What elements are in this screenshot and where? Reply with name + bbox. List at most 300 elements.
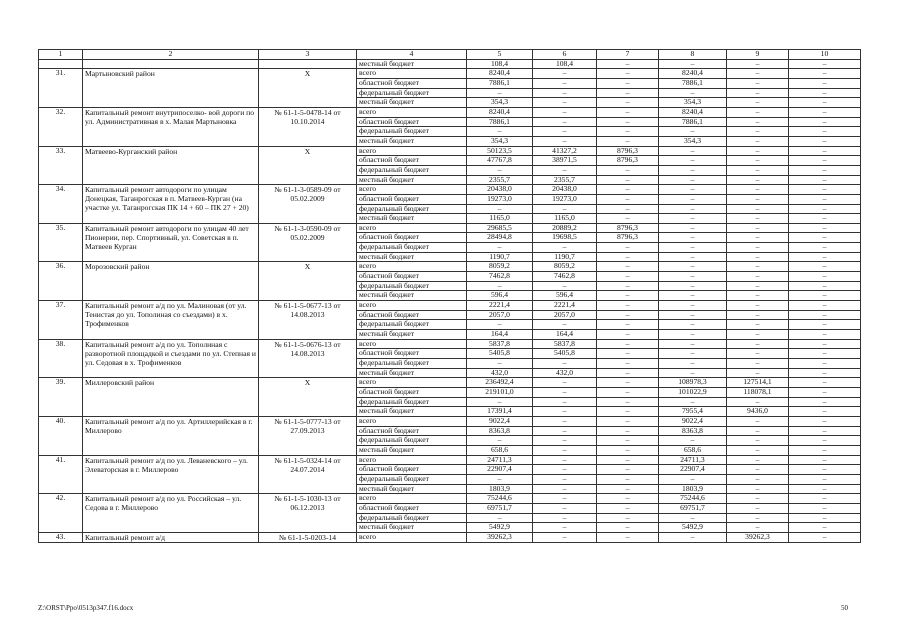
budget-type-cell: местный бюджет: [357, 136, 467, 146]
table-row: [39, 69, 861, 79]
value-cell: –: [597, 136, 659, 146]
column-header: 4: [357, 50, 467, 60]
budget-type-cell: федеральный бюджет: [357, 281, 467, 291]
value-cell: –: [597, 291, 659, 301]
row-number-cell: 43.: [39, 532, 83, 542]
value-cell: 7886,1: [467, 78, 533, 88]
value-cell: –: [789, 243, 861, 253]
budget-type-cell: местный бюджет: [357, 252, 467, 262]
value-cell: –: [727, 78, 789, 88]
value-cell: –: [789, 281, 861, 291]
value-cell: –: [727, 416, 789, 426]
value-cell: –: [727, 107, 789, 117]
value-cell: –: [597, 301, 659, 311]
budget-type-cell: областной бюджет: [357, 387, 467, 397]
value-cell: –: [789, 532, 861, 542]
table-row: [39, 339, 861, 349]
value-cell: –: [789, 88, 861, 98]
column-header: 5: [467, 50, 533, 60]
footer-file-path: Z:\ORST\Ppo\0513p347.f16.docx: [38, 604, 134, 612]
value-cell: –: [533, 503, 597, 513]
value-cell: –: [727, 484, 789, 494]
value-cell: –: [533, 117, 597, 127]
value-cell: –: [659, 59, 727, 69]
value-cell: –: [659, 165, 727, 175]
value-cell: –: [789, 359, 861, 369]
value-cell: –: [597, 252, 659, 262]
value-cell: 20438,0: [533, 185, 597, 195]
value-cell: 8059,2: [467, 262, 533, 272]
value-cell: –: [789, 165, 861, 175]
value-cell: 7955,4: [659, 407, 727, 417]
value-cell: –: [659, 436, 727, 446]
object-name-cell: Капитальный ремонт а/д по ул. Малиновая (от ул. Тенистая до ул. Тополиная со съездами) в х. Трофименков: [83, 301, 259, 340]
document-cell: № 61-1-5-0203-14: [259, 532, 357, 542]
table-row: [39, 223, 861, 233]
budget-type-cell: местный бюджет: [357, 368, 467, 378]
value-cell: –: [533, 69, 597, 79]
budget-type-cell: областной бюджет: [357, 194, 467, 204]
document-cell: X: [259, 262, 357, 301]
value-cell: –: [467, 320, 533, 330]
value-cell: –: [659, 359, 727, 369]
budget-type-cell: областной бюджет: [357, 465, 467, 475]
value-cell: –: [597, 523, 659, 533]
value-cell: –: [789, 436, 861, 446]
object-name-cell: Миллеровский район: [83, 378, 259, 417]
value-cell: 9022,4: [659, 416, 727, 426]
value-cell: –: [597, 368, 659, 378]
table-row: [39, 301, 861, 311]
object-name-cell: [83, 59, 259, 69]
value-cell: –: [727, 272, 789, 282]
budget-type-cell: федеральный бюджет: [357, 204, 467, 214]
row-number-cell: 37.: [39, 301, 83, 340]
object-name-cell: Капитальный ремонт автодороги по улицам 40 лет Пионерии, пер. Спортивный, ул. Советская в п. Матвеев Курган: [83, 223, 259, 262]
row-number-cell: 36.: [39, 262, 83, 301]
value-cell: –: [727, 117, 789, 127]
table-row: [39, 59, 861, 69]
value-cell: –: [789, 107, 861, 117]
value-cell: –: [597, 204, 659, 214]
value-cell: 75244,6: [659, 494, 727, 504]
budget-type-cell: федеральный бюджет: [357, 397, 467, 407]
value-cell: 1190,7: [467, 252, 533, 262]
value-cell: –: [467, 359, 533, 369]
value-cell: –: [533, 378, 597, 388]
value-cell: –: [467, 281, 533, 291]
value-cell: –: [597, 387, 659, 397]
value-cell: 101022,9: [659, 387, 727, 397]
value-cell: 20889,2: [533, 223, 597, 233]
value-cell: 9436,0: [727, 407, 789, 417]
value-cell: –: [659, 252, 727, 262]
document-cell: № 61-1-3-0590-09 от 05.02.2009: [259, 223, 357, 262]
column-header: 3: [259, 50, 357, 60]
table-row: [39, 262, 861, 272]
value-cell: –: [727, 146, 789, 156]
value-cell: 5837,8: [467, 339, 533, 349]
value-cell: –: [727, 436, 789, 446]
object-name-cell: Морозовский район: [83, 262, 259, 301]
budget-type-cell: федеральный бюджет: [357, 359, 467, 369]
value-cell: 8363,8: [467, 426, 533, 436]
value-cell: –: [789, 494, 861, 504]
value-cell: –: [597, 320, 659, 330]
value-cell: –: [597, 416, 659, 426]
row-number-cell: 34.: [39, 185, 83, 224]
value-cell: 432,0: [467, 368, 533, 378]
column-header: 8: [659, 50, 727, 60]
value-cell: 24711,3: [467, 455, 533, 465]
value-cell: 29685,5: [467, 223, 533, 233]
value-cell: –: [533, 88, 597, 98]
value-cell: –: [727, 262, 789, 272]
value-cell: –: [727, 426, 789, 436]
object-name-cell: Капитальный ремонт а/д по ул. Российская – ул. Седова в г. Миллерово: [83, 494, 259, 533]
value-cell: 236492,4: [467, 378, 533, 388]
value-cell: 1165,0: [467, 214, 533, 224]
value-cell: –: [533, 387, 597, 397]
value-cell: –: [467, 397, 533, 407]
value-cell: –: [727, 175, 789, 185]
value-cell: –: [659, 474, 727, 484]
budget-table: [38, 49, 861, 543]
value-cell: –: [659, 243, 727, 253]
value-cell: –: [727, 445, 789, 455]
object-name-cell: Матвеево-Курганский район: [83, 146, 259, 185]
value-cell: –: [659, 194, 727, 204]
row-number-cell: 40.: [39, 416, 83, 455]
row-number-cell: 38.: [39, 339, 83, 378]
value-cell: –: [597, 310, 659, 320]
value-cell: –: [789, 136, 861, 146]
object-name-cell: Мартыновский район: [83, 69, 259, 108]
value-cell: –: [533, 532, 597, 542]
value-cell: –: [659, 175, 727, 185]
budget-type-cell: местный бюджет: [357, 175, 467, 185]
value-cell: –: [727, 243, 789, 253]
value-cell: 8240,4: [467, 107, 533, 117]
budget-type-cell: областной бюджет: [357, 78, 467, 88]
document-cell: № 61-1-5-0478-14 от 10.10.2014: [259, 107, 357, 146]
value-cell: –: [659, 368, 727, 378]
value-cell: –: [727, 339, 789, 349]
value-cell: 8796,3: [597, 233, 659, 243]
value-cell: –: [533, 204, 597, 214]
value-cell: –: [533, 98, 597, 108]
budget-type-cell: местный бюджет: [357, 291, 467, 301]
value-cell: –: [727, 194, 789, 204]
value-cell: 7462,8: [467, 272, 533, 282]
value-cell: 19273,0: [533, 194, 597, 204]
value-cell: –: [533, 107, 597, 117]
value-cell: –: [597, 59, 659, 69]
value-cell: –: [659, 349, 727, 359]
value-cell: –: [789, 98, 861, 108]
value-cell: –: [467, 474, 533, 484]
value-cell: –: [659, 330, 727, 340]
document-cell: X: [259, 69, 357, 108]
value-cell: 38971,5: [533, 156, 597, 166]
value-cell: –: [597, 69, 659, 79]
value-cell: –: [533, 281, 597, 291]
value-cell: –: [727, 397, 789, 407]
value-cell: 8796,3: [597, 223, 659, 233]
value-cell: –: [659, 223, 727, 233]
object-name-cell: Капитальный ремонт а/д по ул. Артиллерийская в г. Миллерово: [83, 416, 259, 455]
budget-type-cell: федеральный бюджет: [357, 474, 467, 484]
budget-type-cell: всего: [357, 494, 467, 504]
value-cell: 118078,1: [727, 387, 789, 397]
value-cell: –: [727, 465, 789, 475]
value-cell: –: [659, 88, 727, 98]
value-cell: –: [789, 455, 861, 465]
row-number-cell: 39.: [39, 378, 83, 417]
budget-type-cell: всего: [357, 532, 467, 542]
table-row: [39, 185, 861, 195]
value-cell: –: [727, 503, 789, 513]
value-cell: 2355,7: [533, 175, 597, 185]
value-cell: –: [533, 445, 597, 455]
value-cell: 8240,4: [659, 107, 727, 117]
value-cell: 7462,8: [533, 272, 597, 282]
value-cell: 354,3: [467, 98, 533, 108]
budget-type-cell: местный бюджет: [357, 445, 467, 455]
value-cell: –: [659, 320, 727, 330]
value-cell: –: [727, 474, 789, 484]
budget-type-cell: всего: [357, 107, 467, 117]
column-header: 6: [533, 50, 597, 60]
value-cell: –: [597, 98, 659, 108]
value-cell: –: [533, 484, 597, 494]
value-cell: –: [789, 310, 861, 320]
value-cell: –: [727, 359, 789, 369]
value-cell: –: [597, 107, 659, 117]
value-cell: –: [789, 233, 861, 243]
table-row: [39, 494, 861, 504]
budget-type-cell: всего: [357, 301, 467, 311]
value-cell: 164,4: [467, 330, 533, 340]
budget-type-cell: местный бюджет: [357, 59, 467, 69]
value-cell: 8363,8: [659, 426, 727, 436]
row-number-cell: 42.: [39, 494, 83, 533]
value-cell: –: [727, 494, 789, 504]
value-cell: –: [727, 98, 789, 108]
value-cell: 28494,8: [467, 233, 533, 243]
value-cell: 8240,4: [659, 69, 727, 79]
value-cell: –: [789, 407, 861, 417]
value-cell: –: [467, 127, 533, 137]
value-cell: –: [597, 243, 659, 253]
value-cell: –: [789, 204, 861, 214]
value-cell: –: [727, 59, 789, 69]
value-cell: 354,3: [659, 136, 727, 146]
budget-type-cell: всего: [357, 185, 467, 195]
budget-type-cell: федеральный бюджет: [357, 127, 467, 137]
value-cell: –: [789, 301, 861, 311]
value-cell: –: [789, 156, 861, 166]
value-cell: –: [789, 339, 861, 349]
value-cell: –: [659, 127, 727, 137]
object-name-cell: Капитальный ремонт а/д по ул. Леваневского – ул. Элеваторская в г. Миллерово: [83, 455, 259, 494]
value-cell: –: [597, 272, 659, 282]
value-cell: –: [789, 484, 861, 494]
document-cell: X: [259, 378, 357, 417]
value-cell: –: [597, 484, 659, 494]
value-cell: –: [533, 465, 597, 475]
value-cell: 9022,4: [467, 416, 533, 426]
value-cell: –: [789, 291, 861, 301]
value-cell: –: [727, 88, 789, 98]
value-cell: –: [467, 436, 533, 446]
budget-type-cell: областной бюджет: [357, 503, 467, 513]
value-cell: –: [467, 165, 533, 175]
budget-type-cell: всего: [357, 455, 467, 465]
column-header: 1: [39, 50, 83, 60]
document-cell: № 61-1-5-0324-14 от 24.07.2014: [259, 455, 357, 494]
value-cell: 8796,3: [597, 146, 659, 156]
value-cell: –: [789, 69, 861, 79]
value-cell: –: [533, 397, 597, 407]
value-cell: –: [597, 281, 659, 291]
budget-type-cell: местный бюджет: [357, 484, 467, 494]
value-cell: –: [789, 262, 861, 272]
value-cell: –: [659, 339, 727, 349]
budget-type-cell: всего: [357, 262, 467, 272]
budget-type-cell: областной бюджет: [357, 233, 467, 243]
value-cell: –: [597, 185, 659, 195]
value-cell: –: [597, 436, 659, 446]
value-cell: –: [597, 117, 659, 127]
value-cell: 1165,0: [533, 214, 597, 224]
value-cell: –: [727, 233, 789, 243]
row-number-cell: 41.: [39, 455, 83, 494]
value-cell: –: [597, 426, 659, 436]
value-cell: –: [467, 513, 533, 523]
value-cell: –: [597, 349, 659, 359]
budget-type-cell: федеральный бюджет: [357, 243, 467, 253]
budget-type-cell: областной бюджет: [357, 426, 467, 436]
value-cell: –: [659, 214, 727, 224]
value-cell: 2221,4: [467, 301, 533, 311]
value-cell: 20438,0: [467, 185, 533, 195]
value-cell: –: [659, 262, 727, 272]
budget-type-cell: местный бюджет: [357, 214, 467, 224]
value-cell: –: [727, 513, 789, 523]
table-row: [39, 107, 861, 117]
value-cell: –: [727, 136, 789, 146]
value-cell: –: [659, 513, 727, 523]
value-cell: –: [467, 88, 533, 98]
value-cell: –: [789, 368, 861, 378]
value-cell: –: [789, 349, 861, 359]
budget-type-cell: всего: [357, 378, 467, 388]
value-cell: –: [597, 474, 659, 484]
value-cell: –: [727, 349, 789, 359]
value-cell: –: [597, 262, 659, 272]
value-cell: 7886,1: [659, 78, 727, 88]
value-cell: –: [533, 359, 597, 369]
budget-type-cell: областной бюджет: [357, 310, 467, 320]
header-row: [39, 50, 861, 60]
value-cell: 8059,2: [533, 262, 597, 272]
value-cell: –: [789, 523, 861, 533]
value-cell: –: [533, 426, 597, 436]
value-cell: –: [789, 272, 861, 282]
table-row: [39, 416, 861, 426]
value-cell: –: [533, 474, 597, 484]
value-cell: –: [659, 281, 727, 291]
budget-type-cell: местный бюджет: [357, 523, 467, 533]
value-cell: –: [789, 503, 861, 513]
value-cell: –: [789, 127, 861, 137]
value-cell: –: [727, 310, 789, 320]
value-cell: –: [727, 281, 789, 291]
row-number-cell: 35.: [39, 223, 83, 262]
value-cell: –: [727, 291, 789, 301]
value-cell: –: [659, 146, 727, 156]
value-cell: 5492,9: [659, 523, 727, 533]
budget-type-cell: местный бюджет: [357, 407, 467, 417]
value-cell: –: [467, 243, 533, 253]
value-cell: 658,6: [467, 445, 533, 455]
value-cell: –: [659, 397, 727, 407]
value-cell: 7886,1: [467, 117, 533, 127]
budget-type-cell: всего: [357, 146, 467, 156]
value-cell: –: [597, 378, 659, 388]
value-cell: 127514,1: [727, 378, 789, 388]
value-cell: 8796,3: [597, 156, 659, 166]
budget-type-cell: федеральный бюджет: [357, 320, 467, 330]
value-cell: 8240,4: [467, 69, 533, 79]
table-row: [39, 378, 861, 388]
value-cell: 219101,0: [467, 387, 533, 397]
value-cell: 17391,4: [467, 407, 533, 417]
column-header: 9: [727, 50, 789, 60]
value-cell: 1803,9: [659, 484, 727, 494]
value-cell: –: [597, 330, 659, 340]
value-cell: 108,4: [467, 59, 533, 69]
value-cell: 19698,5: [533, 233, 597, 243]
value-cell: –: [789, 146, 861, 156]
value-cell: 108978,3: [659, 378, 727, 388]
budget-type-cell: областной бюджет: [357, 349, 467, 359]
value-cell: 354,3: [659, 98, 727, 108]
value-cell: –: [533, 416, 597, 426]
value-cell: –: [597, 78, 659, 88]
value-cell: –: [659, 272, 727, 282]
column-header: 7: [597, 50, 659, 60]
value-cell: 19273,0: [467, 194, 533, 204]
value-cell: 47767,8: [467, 156, 533, 166]
value-cell: –: [597, 532, 659, 542]
row-number-cell: 32.: [39, 107, 83, 146]
value-cell: –: [789, 387, 861, 397]
value-cell: 2355,7: [467, 175, 533, 185]
value-cell: –: [789, 78, 861, 88]
table-row: [39, 455, 861, 465]
value-cell: –: [467, 204, 533, 214]
value-cell: 41327,2: [533, 146, 597, 156]
budget-type-cell: областной бюджет: [357, 156, 467, 166]
value-cell: –: [789, 426, 861, 436]
value-cell: 1190,7: [533, 252, 597, 262]
value-cell: –: [727, 320, 789, 330]
value-cell: –: [659, 310, 727, 320]
row-number-cell: [39, 59, 83, 69]
value-cell: –: [533, 78, 597, 88]
